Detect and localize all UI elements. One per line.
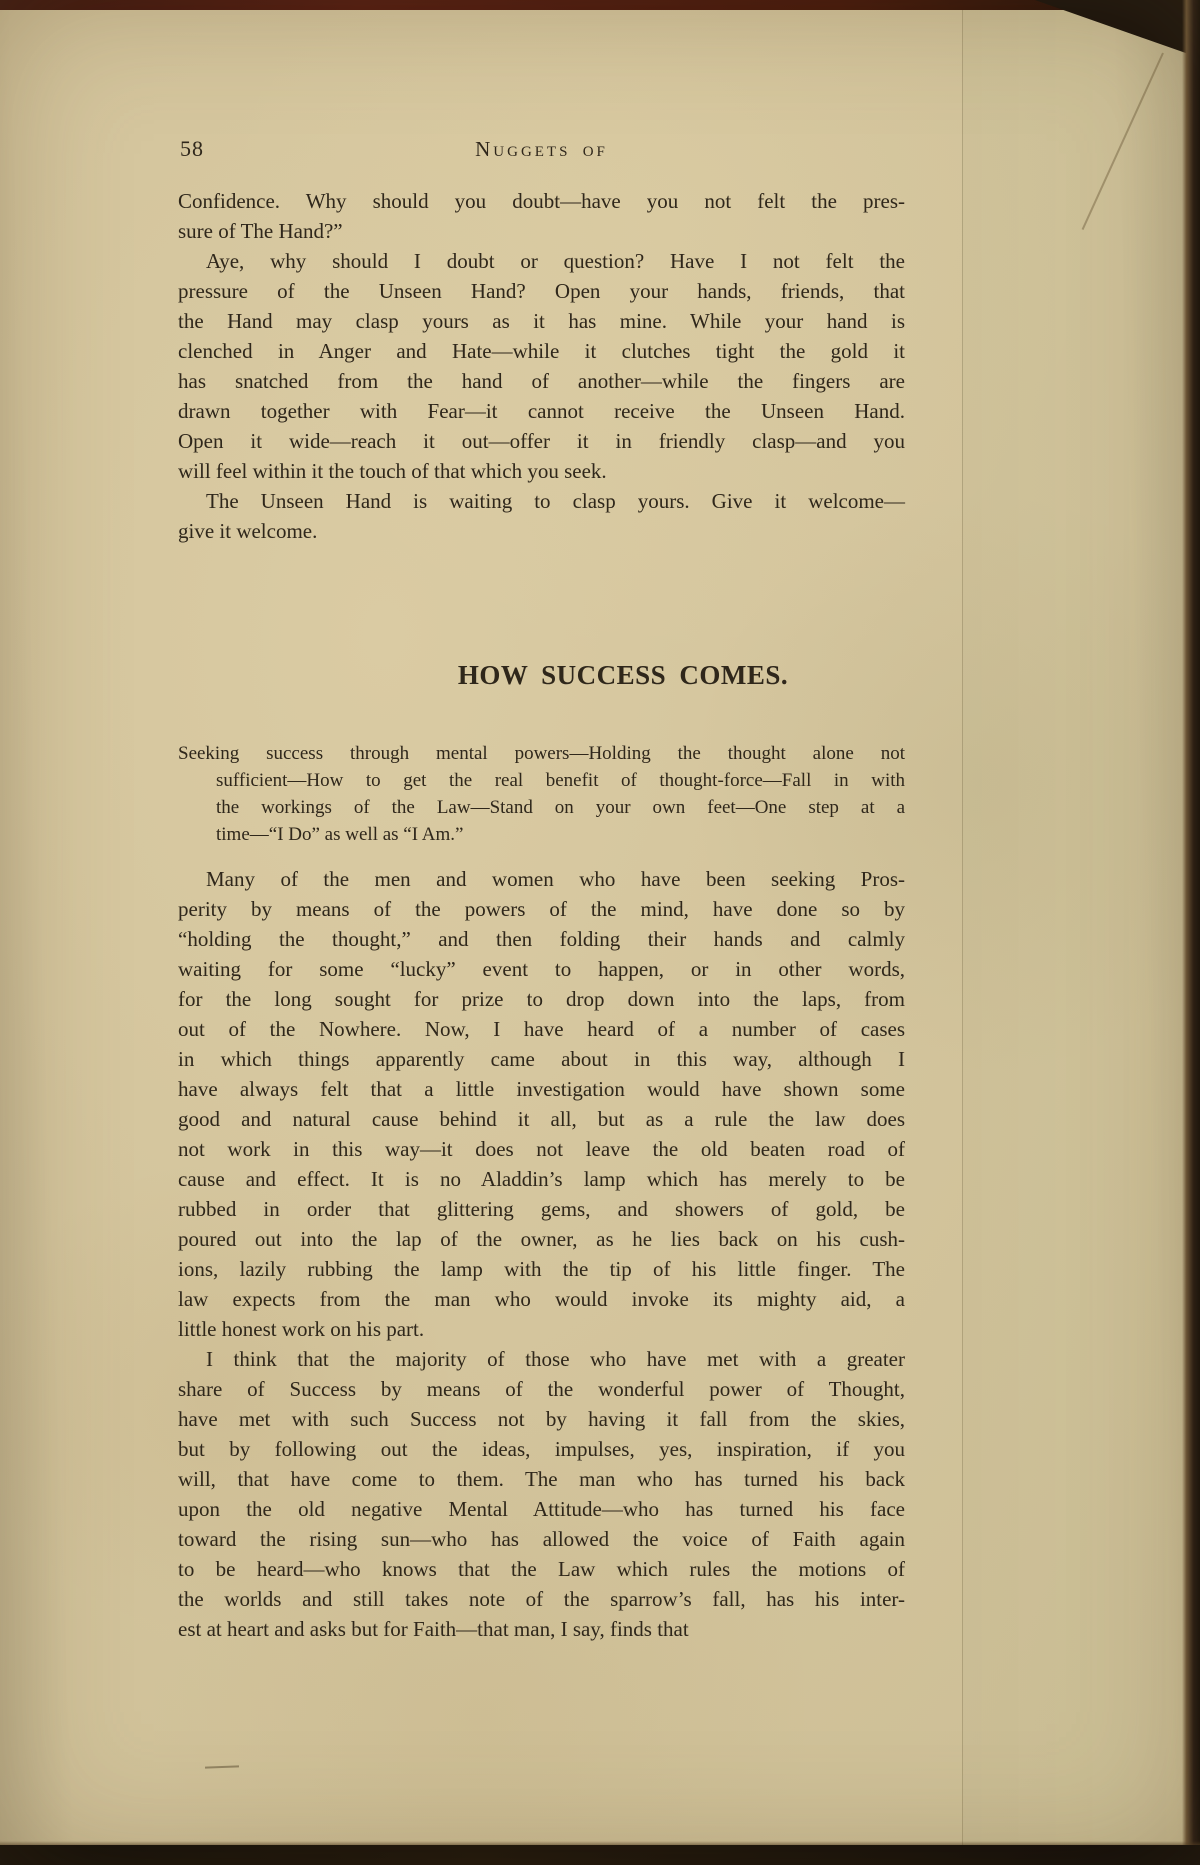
running-header-title: Nuggets of [475, 137, 608, 161]
text-line: law expects from the man who would invoke its mighty aid, a [178, 1287, 905, 1311]
text-line: waiting for some “lucky” event to happen, or in other words, [178, 957, 905, 981]
text-line: I think that the majority of those who have met with a greater [206, 1347, 905, 1371]
text-line: Confidence. Why should you doubt—have you not felt the pres- [178, 189, 905, 213]
text-line: but by following out the ideas, impulses, yes, inspiration, if you [178, 1437, 905, 1461]
text-line: toward the rising sun—who has allowed the voice of Faith again [178, 1527, 905, 1551]
text-line: rubbed in order that glittering gems, and showers of gold, be [178, 1197, 905, 1221]
text-line: little honest work on his part. [178, 1317, 425, 1341]
text-line: share of Success by means of the wonderful power of Thought, [178, 1377, 905, 1401]
text-line: Aye, why should I doubt or question? Have I not felt the [206, 249, 905, 273]
text-line: perity by means of the powers of the mind, have done so by [178, 897, 905, 921]
text-line: clenched in Anger and Hate—while it clutches tight the gold it [178, 339, 905, 363]
text-line: not work in this way—it does not leave the old beaten road of [178, 1137, 905, 1161]
page-number: 58 [180, 136, 204, 161]
text-line: the Hand may clasp yours as it has mine. While your hand is [178, 309, 905, 333]
stray-mark [205, 1765, 239, 1768]
text-line: est at heart and asks but for Faith—that man, I say, finds that [178, 1617, 689, 1641]
text-line: have met with such Success not by having it fall from the skies, [178, 1407, 905, 1431]
text-line: sure of The Hand?” [178, 219, 343, 243]
scan-top-edge [0, 0, 1200, 10]
paragraph-unseen-hand [178, 486, 905, 546]
text-line: upon the old negative Mental Attitude—who has turned his face [178, 1497, 905, 1521]
text-line: pressure of the Unseen Hand? Open your hands, friends, that [178, 279, 905, 303]
text-line: The Unseen Hand is waiting to clasp yours. Give it welcome— [206, 489, 905, 513]
running-head [178, 136, 905, 168]
text-line: Seeking success through mental powers—Holding the thought alone not [178, 743, 905, 764]
paragraph-many-of-the-men [178, 864, 905, 1344]
text-line: the worlds and still takes note of the sparrow’s fall, has his inter- [178, 1587, 905, 1611]
text-line: Open it wide—reach it out—offer it in friendly clasp—and you [178, 429, 905, 453]
text-line: will feel within it the touch of that which you seek. [178, 459, 607, 483]
page-right-margin-region [962, 0, 1185, 1865]
paragraph-i-think [178, 1344, 905, 1644]
text-line: out of the Nowhere. Now, I have heard of a number of cases [178, 1017, 905, 1041]
text-line: Many of the men and women who have been seeking Pros- [206, 867, 905, 891]
text-line: time—“I Do” as well as “I Am.” [216, 824, 464, 845]
scan-bottom-edge [0, 1845, 1200, 1865]
text-line: to be heard—who knows that the Law which rules the motions of [178, 1557, 905, 1581]
text-line: in which things apparently came about in this way, although I [178, 1047, 905, 1071]
text-line: give it welcome. [178, 519, 318, 543]
text-line: good and natural cause behind it all, but as a rule the law does [178, 1107, 905, 1131]
text-line: has snatched from the hand of another—while the fingers are [178, 369, 905, 393]
text-line: have always felt that a little investigation would have shown some [178, 1077, 905, 1101]
intro-text-block [178, 186, 905, 546]
main-text-block [178, 864, 905, 1644]
scan-right-edge [1182, 0, 1200, 1865]
text-line: “holding the thought,” and then folding their hands and calmly [178, 927, 905, 951]
text-line: sufficient—How to get the real benefit of thought-force—Fall in with [216, 770, 905, 791]
text-line: drawn together with Fear—it cannot receive the Unseen Hand. [178, 399, 905, 423]
paragraph-aye [178, 246, 905, 486]
text-line: ions, lazily rubbing the lamp with the tip of his little finger. The [178, 1257, 905, 1281]
text-line: poured out into the lap of the owner, as he lies back on his cush- [178, 1227, 905, 1251]
text-line: will, that have come to them. The man who has turned his back [178, 1467, 905, 1491]
text-line: for the long sought for prize to drop down into the laps, from [178, 987, 905, 1011]
chapter-synopsis [178, 740, 905, 848]
section-heading: HOW SUCCESS COMES. [457, 660, 789, 690]
paragraph-confidence [178, 186, 905, 246]
text-line: the workings of the Law—Stand on your own feet—One step at a [216, 797, 905, 818]
text-line: cause and effect. It is no Aladdin’s lamp which has merely to be [178, 1167, 905, 1191]
